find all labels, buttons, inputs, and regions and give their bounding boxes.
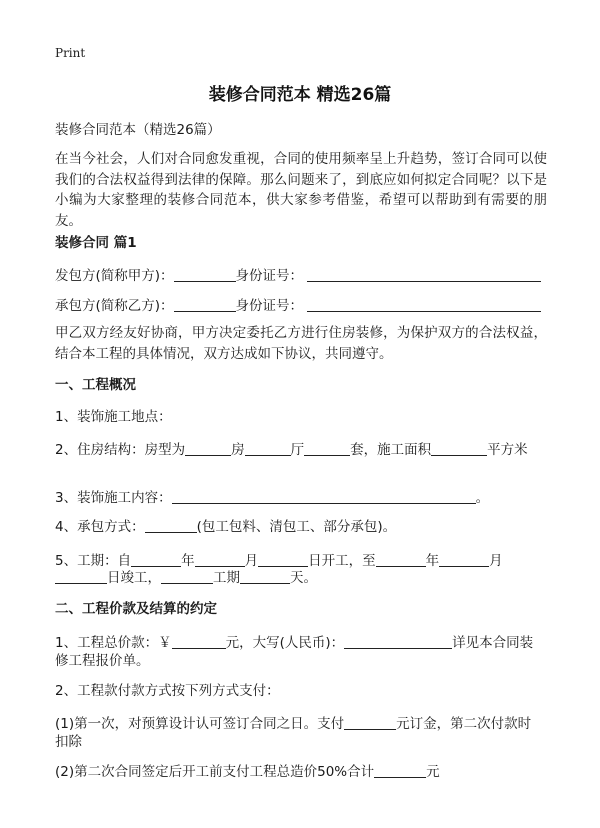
contract-mode-options: (包工包料、清包工、部分承包)。 <box>196 519 397 535</box>
start-month-blank <box>195 552 245 567</box>
pricing-heading: 二、工程价款及结算的约定 <box>55 601 217 617</box>
end-year-blank <box>376 552 426 567</box>
amount-words-blank <box>344 634 452 649</box>
end-month-blank <box>439 552 489 567</box>
party-a-label: 发包方(简称甲方)： <box>55 268 174 284</box>
end-month-label: 月 <box>489 553 503 569</box>
item-4-row <box>55 517 555 537</box>
item-5-label: 5、工期：自 <box>55 553 132 569</box>
price-2: 2、工程款付款方式按下列方式支付： <box>55 683 280 699</box>
second-payment-blank <box>374 763 426 778</box>
agreement-paragraph: 甲乙双方经友好协商，甲方决定委托乙方进行住房装修，为保护双方的合法权益，结合本工程的具体情况，双方达成如下协议，共同遵守。 <box>55 325 547 362</box>
print-link[interactable]: Print <box>55 46 86 60</box>
period-label: 工期 <box>213 570 240 586</box>
item-3-end: 。 <box>475 490 490 506</box>
area-blank <box>431 441 487 456</box>
section-1-heading: 装修合同 篇1 <box>55 235 137 251</box>
item-2-row <box>55 440 555 460</box>
party-a-row <box>55 266 555 286</box>
total-price-label: 1、工程总价款：￥ <box>55 635 172 651</box>
period-blank <box>161 569 213 584</box>
payment-1-label: (1)第一次，对预算设计认可签订合同之日。支付 <box>55 716 345 732</box>
item-3-label: 3、装饰施工内容： <box>55 490 172 506</box>
party-b-id-blank <box>307 297 541 312</box>
contract-mode-blank <box>145 518 197 533</box>
start-year-blank <box>131 552 181 567</box>
payment-2-row <box>55 762 555 782</box>
party-a-id-blank <box>307 267 541 282</box>
hall-count-blank <box>245 441 291 456</box>
total-price-blank <box>172 634 226 649</box>
party-a-blank <box>174 267 236 282</box>
hall-label: 厅 <box>290 442 305 458</box>
start-work-label: 日开工，至 <box>308 553 376 569</box>
overview-heading: 一、工程概况 <box>55 377 136 393</box>
price-1-cont: 修工程报价单。 <box>55 653 150 669</box>
amount-words-label: 元，大写(人民币)： <box>225 635 345 651</box>
party-b-id-label: 身份证号： <box>235 298 304 314</box>
payment-1-cont: 扣除 <box>55 734 82 750</box>
item-1: 1、装饰施工地点： <box>55 409 172 425</box>
party-b-label: 承包方(简称乙方)： <box>55 298 174 314</box>
end-day-blank <box>55 569 107 584</box>
set-label: 套，施工面积 <box>350 442 432 458</box>
payment-1-row <box>55 714 555 734</box>
start-year-label: 年 <box>181 553 195 569</box>
end-year-label: 年 <box>425 553 440 569</box>
item-4-label: 4、承包方式： <box>55 519 145 535</box>
sqm-label: 平方米 <box>487 442 528 458</box>
party-a-id-label: 身份证号： <box>235 268 304 284</box>
payment-2-label: (2)第二次合同签定后开工前支付工程总造价50%合计 <box>55 764 375 780</box>
item-2-label: 2、住房结构：房型为 <box>55 442 186 458</box>
item-3-row <box>55 488 555 508</box>
payment-1-mid: 元订金，第二次付款时 <box>396 716 532 732</box>
set-count-blank <box>304 441 350 456</box>
item-5-row-cont <box>55 568 555 588</box>
days-blank <box>240 569 290 584</box>
start-day-blank <box>258 552 308 567</box>
price-1-row <box>55 633 555 653</box>
price-1-suffix: 详见本合同装 <box>452 635 534 651</box>
completion-label: 日竣工， <box>107 570 161 586</box>
intro-paragraph: 在当今社会，人们对合同愈发重视，合同的使用频率呈上升趋势，签订合同可以使我们的合法权益得到法律的保障。那么问题来了，到底应如何拟定合同呢？以下是小编为大家整理的装修合同范本，供大家参考借鉴，希望可以帮助到有需要的朋友。 <box>55 151 547 229</box>
payment-2-suffix: 元 <box>426 764 440 780</box>
document-title: 装修合同范本 精选26篇 <box>208 85 392 105</box>
start-month-label: 月 <box>244 553 259 569</box>
room-label: 房 <box>231 442 245 458</box>
room-count-blank <box>185 441 231 456</box>
construction-content-blank <box>172 489 476 504</box>
days-label: 天。 <box>290 570 317 586</box>
party-b-row <box>55 296 555 316</box>
document-subtitle: 装修合同范本（精选26篇） <box>55 122 221 138</box>
deposit-blank <box>344 715 396 730</box>
party-b-blank <box>174 297 236 312</box>
